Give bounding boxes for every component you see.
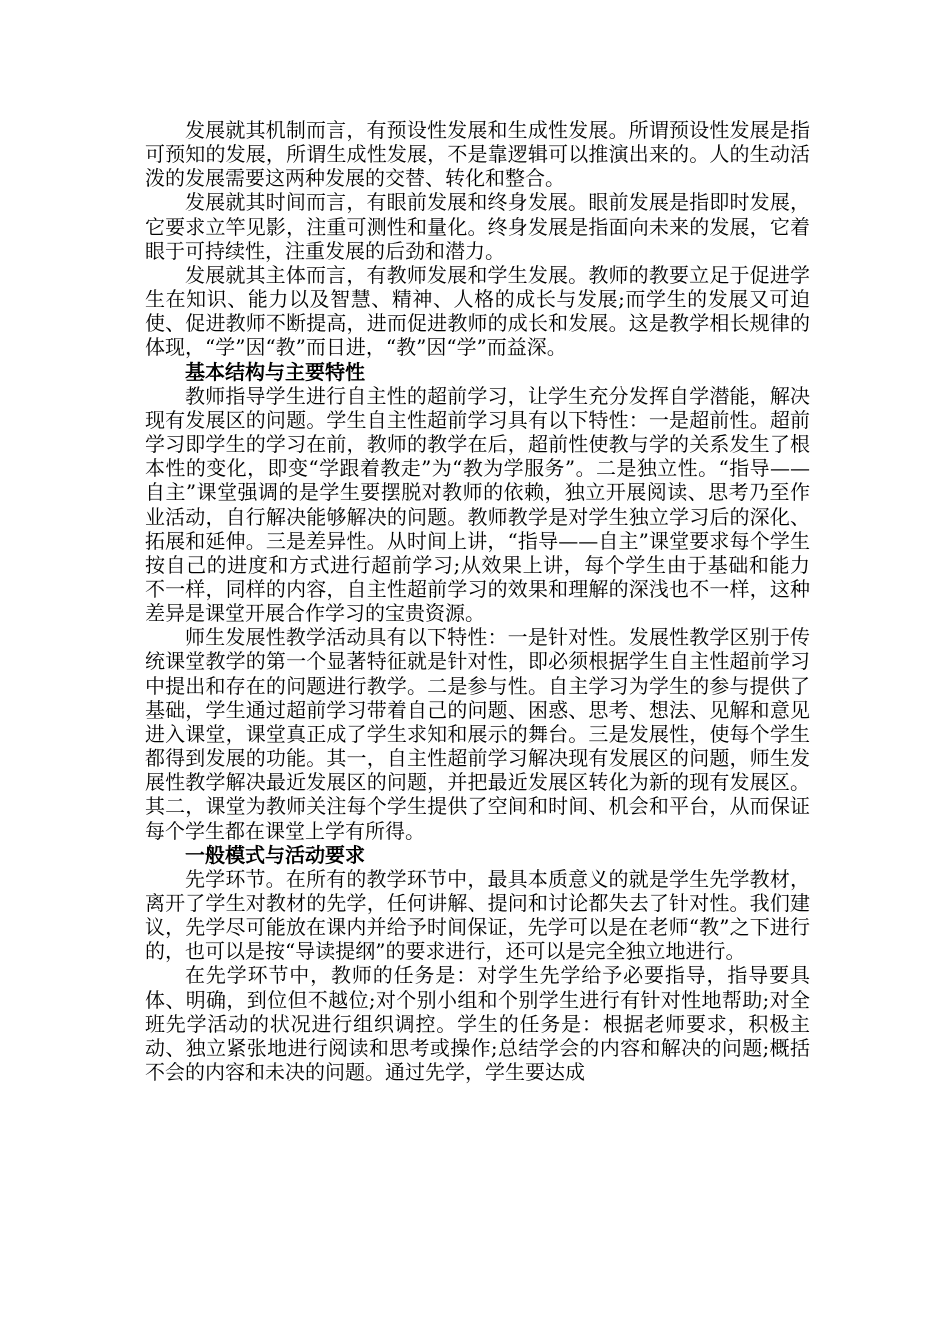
- section-heading-model: 一般模式与活动要求: [185, 842, 365, 867]
- paragraph-development-subject: 发展就其主体而言，有教师发展和学生发展。教师的教要立足于促进学生在知识、能力以及智慧、精神、人格的成长与发展;而学生的发展又可迫使、促进教师不断提高，进而促进教师的成长和发展。这是教学相长规律的体现，“学”因“教”而日进，“教”因“学”而益深。: [145, 262, 810, 360]
- paragraph-development-mechanism: 发展就其机制而言，有预设性发展和生成性发展。所谓预设性发展是指可预知的发展，所谓生成性发展，不是靠逻辑可以推演出来的。人的生动活泼的发展需要这两种发展的交替、转化和整合。: [145, 118, 810, 191]
- paragraph-pre-learning: 先学环节。在所有的教学环节中，最具本质意义的就是学生先学教材，离开了学生对教材的先学，任何讲解、提问和讨论都失去了针对性。我们建议，先学尽可能放在课内并给予时间保证，先学可以是在老师“教”之下进行的，也可以是按“导读提纲”的要求进行，还可以是完全独立地进行。: [145, 866, 810, 964]
- paragraph-development-time: 发展就其时间而言，有眼前发展和终身发展。眼前发展是指即时发展，它要求立竿见影，注重可测性和量化。终身发展是指面向未来的发展，它着眼于可持续性，注重发展的后劲和潜力。: [145, 190, 810, 263]
- paragraph-teaching-features: 师生发展性教学活动具有以下特性：一是针对性。发展性教学区别于传统课堂教学的第一个显著特征就是针对性，即必须根据学生自主性超前学习中提出和存在的问题进行教学。二是参与性。自主学习为学生的参与提供了基础，学生通过超前学习带着自己的问题、困惑、思考、想法、见解和意见进入课堂，课堂真正成了学生求知和展示的舞台。三是发展性，使每个学生都得到发展的功能。其一，自主性超前学习解决现有发展区的问题，师生发展性教学解决最近发展区的问题，并把最近发展区转化为新的现有发展区。其二，课堂为教师关注每个学生提供了空间和时间、机会和平台，从而保证每个学生都在课堂上学有所得。: [145, 625, 810, 843]
- section-heading-structure: 基本结构与主要特性: [185, 359, 365, 384]
- paragraph-self-learning-features: 教师指导学生进行自主性的超前学习，让学生充分发挥自学潜能，解决现有发展区的问题。学生自主性超前学习具有以下特性：一是超前性。超前学习即学生的学习在前，教师的教学在后，超前性使教与学的关系发生了根本性的变化，即变“学跟着教走”为“教为学服务”。二是独立性。“指导——自主”课堂强调的是学生要摆脱对教师的依赖，独立开展阅读、思考乃至作业活动，自行解决能够解决的问题。教师教学是对学生独立学习后的深化、拓展和延伸。三是差异性。从时间上讲，“指导——自主”课堂要求每个学生按自己的进度和方式进行超前学习;从效果上讲，每个学生由于基础和能力不一样，同样的内容，自主性超前学习的效果和理解的深浅也不一样，这种差异是课堂开展合作学习的宝贵资源。: [145, 383, 810, 626]
- paragraph-pre-learning-tasks: 在先学环节中，教师的任务是：对学生先学给予必要指导，指导要具体、明确，到位但不越位;对个别小组和个别学生进行有针对性地帮助;对全班先学活动的状况进行组织调控。学生的任务是：根据老师要求，积极主动、独立紧张地进行阅读和思考或操作;总结学会的内容和解决的问题;概括不会的内容和未决的问题。通过先学，学生要达成: [145, 963, 810, 1085]
- document-page: [145, 118, 810, 1084]
